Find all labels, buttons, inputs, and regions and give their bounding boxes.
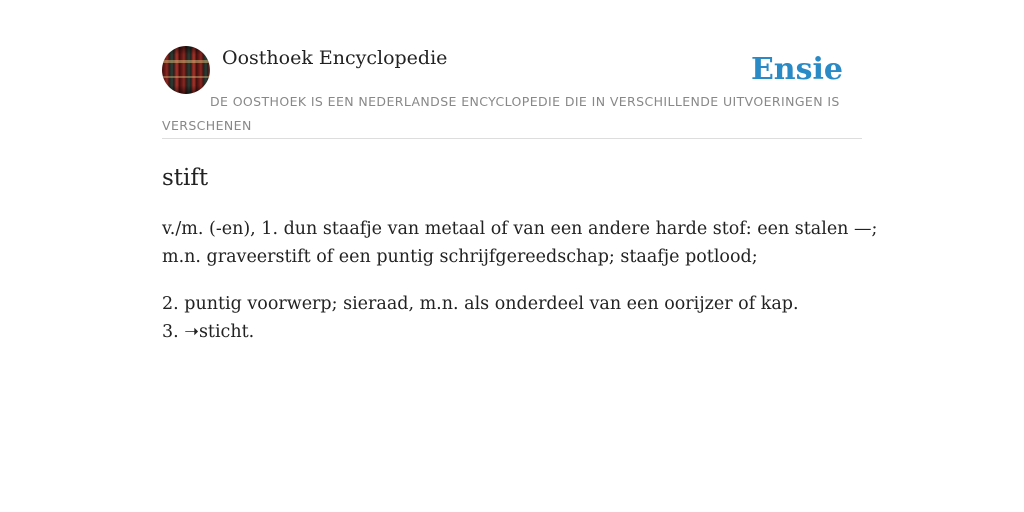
definition-line: m.n. graveerstift of een puntig schrijfgereedschap; staafje potlood;	[162, 247, 758, 267]
definition-line	[162, 318, 862, 346]
entry-title: stift	[162, 165, 209, 191]
encyclopedia-avatar-icon[interactable]	[162, 46, 210, 94]
entry-page	[162, 46, 878, 346]
definition-number: 3.	[162, 322, 185, 342]
cross-reference-link[interactable]	[184, 322, 254, 342]
header	[162, 46, 862, 139]
definition-line: 2. puntig voorwerp; sieraad, m.n. als onderdeel van een oorijzer of kap.	[162, 294, 799, 314]
site-title[interactable]: Oosthoek Encyclopedie	[222, 47, 448, 69]
arrow-right-icon: ➝	[184, 322, 199, 342]
definition-paragraph	[162, 215, 878, 271]
cross-reference-label: sticht.	[198, 322, 255, 342]
definition-paragraph	[162, 290, 862, 346]
brand-logo[interactable]: Ensie	[750, 52, 843, 87]
definition-line: v./m. (-en), 1. dun staafje van metaal of van een andere harde stof: een stalen —;	[162, 219, 878, 239]
tagline: DE OOSTHOEK IS EEN NEDERLANDSE ENCYCLOPEDIE DIE IN VERSCHILLENDE UITVOERINGEN IS VERSCHENEN	[162, 94, 840, 133]
